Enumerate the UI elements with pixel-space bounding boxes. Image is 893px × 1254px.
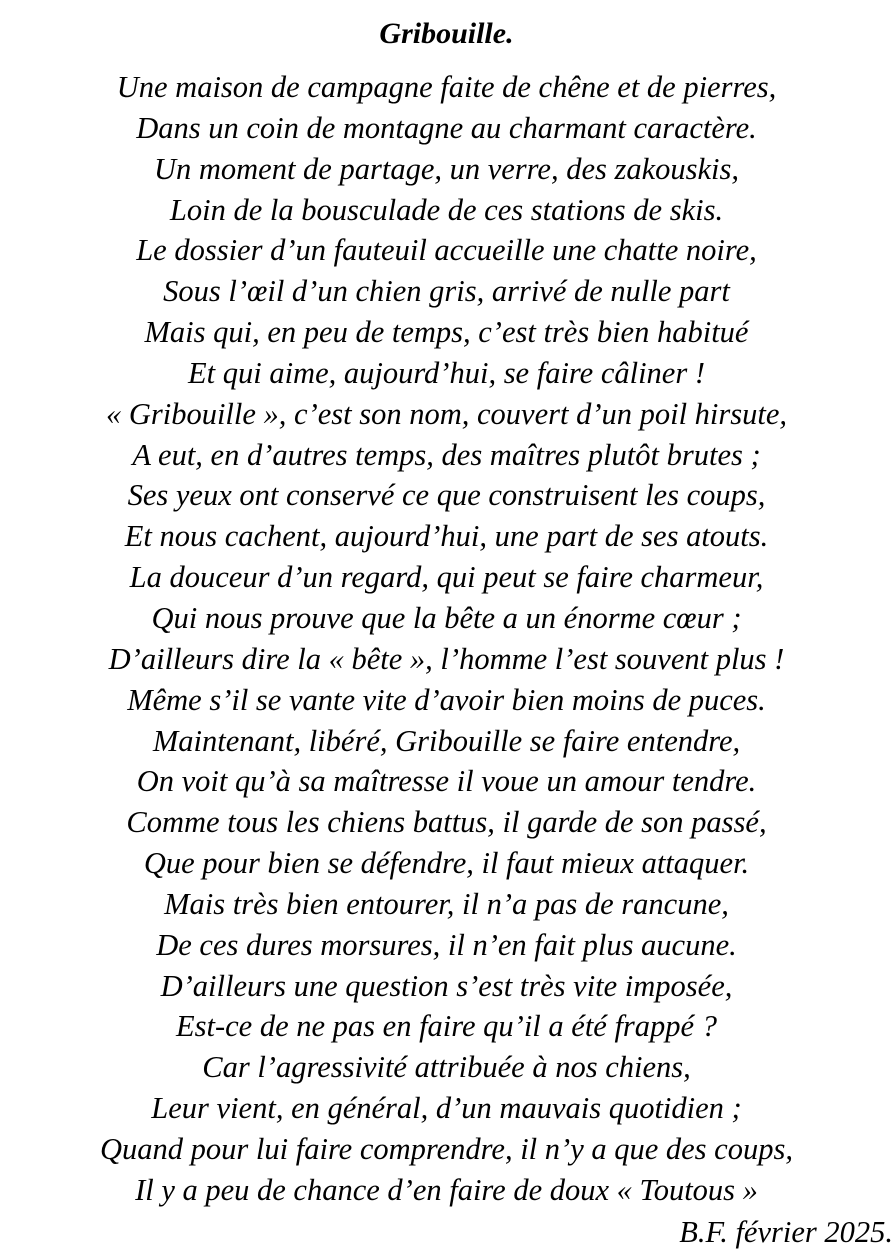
poem-line: D’ailleurs dire la « bête », l’homme l’est souvent plus ! [108,641,785,676]
poem-line: A eut, en d’autres temps, des maîtres plutôt brutes ; [132,437,761,472]
poem-line: Est-ce de ne pas en faire qu’il a été frappé ? [176,1009,717,1044]
poem-body [0,67,893,1211]
poem-line: Un moment de partage, un verre, des zakouskis, [153,151,740,186]
poem-line: Mais très bien entourer, il n’a pas de rancune, [164,886,729,921]
poem-line: Car l’agressivité attribuée à nos chiens, [202,1050,691,1085]
poem-line: Mais qui, en peu de temps, c’est très bien habitué [144,315,749,350]
poem-line: Dans un coin de montagne au charmant caractère. [136,110,757,145]
poem-title: Gribouille. [379,17,514,50]
poem-line: Leur vient, en général, d’un mauvais quotidien ; [151,1091,742,1126]
poem-line: De ces dures morsures, il n’en fait plus aucune. [156,927,737,962]
poem-line: Même s’il se vante vite d’avoir bien moins de puces. [127,682,766,717]
poem-line: Ses yeux ont conservé ce que construisent les coups, [127,478,766,513]
poem-line: D’ailleurs une question s’est très vite imposée, [160,968,733,1003]
poem-line: La douceur d’un regard, qui peut se faire charmeur, [129,560,764,595]
poem-line: On voit qu’à sa maîtresse il voue un amour tendre. [136,764,757,799]
poem-line: Et qui aime, aujourd’hui, se faire câliner ! [187,355,705,390]
poem-signature: B.F. février 2025. [679,1215,893,1249]
poem-line: « Gribouille », c’est son nom, couvert d’un poil hirsute, [105,396,788,431]
poem-line: Comme tous les chiens battus, il garde de son passé, [126,805,767,840]
poem-line: Il y a peu de chance d’en faire de doux « Toutous » [135,1172,758,1207]
poem-line: Une maison de campagne faite de chêne et de pierres, [116,70,777,104]
poem-line: Quand pour lui faire comprendre, il n’y a que des coups, [100,1131,793,1166]
poem-line: Que pour bien se défendre, il faut mieux attaquer. [143,846,750,881]
poem-line: Qui nous prouve que la bête a un énorme cœur ; [151,600,742,635]
poem-line: Le dossier d’un fauteuil accueille une chatte noire, [136,233,757,268]
poem-line: Maintenant, libéré, Gribouille se faire entendre, [152,723,741,758]
poem-line: Sous l’œil d’un chien gris, arrivé de nulle part [163,274,730,309]
poem-line: Loin de la bousculade de ces stations de skis. [169,192,724,227]
poem-line: Et nous cachent, aujourd’hui, une part de ses atouts. [124,519,769,554]
